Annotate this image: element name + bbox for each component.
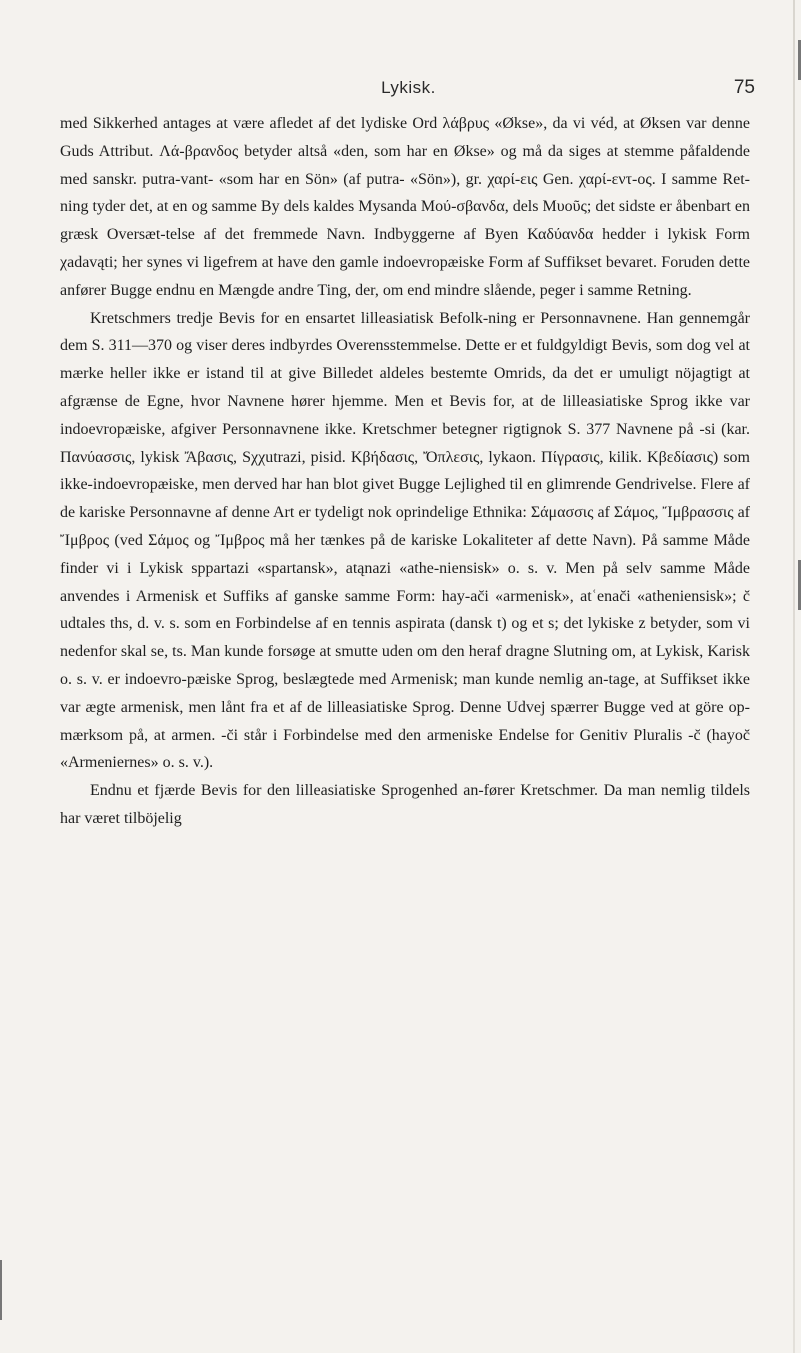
body-text	[60, 110, 750, 833]
page-edge	[793, 0, 795, 1353]
header-title: Lykisk.	[381, 78, 436, 97]
paragraph: Kretschmers tredje Bevis for en ensartet lilleasiatisk Befolk-ning er Personnavnene. Han gennemgår dem S. 311—370 og viser deres indbyrdes Overensstemmelse. Dette er et fuldgyldigt Bevis, som dog vel at mærke heller ikke er istand til at give Billedet aldeles bestemte Omrids, da det er umuligt nöjagtigt at afgrænse de Egne, hvor Navnene hører hjemme. Men et Bevis for, at de lilleasiatiske Sprog ikke var indoevropæiske, afgiver Personnavnene ikke. Kretschmer betegner rigtignok S. 377 Navnene på -si (kar. Πανύασσις, lykisk Ἄβασις, Sχχutrazi, pisid. Κβήδασις, Ὄπλεσις, lykaon. Πίγρασις, kilik. Κβεδίασις) som ikke-indoevropæiske, men derved har han blot givet Bugge Lejlighed til en glimrende Gendrivelse. Flere af de kariske Personnavne af denne Art er tydeligt nok oprindelige Ethnika: Σάμασσις af Σάμος, Ἴμβρασσις af Ἴμβρος (ved Σάμος og Ἴμβρος må her tænkes på de kariske Lokaliteter af dette Navn). På samme Måde finder vi i Lykisk sppartazi «spartansk», atąnazi «athe-niensisk» o. s. v. Men på selv samme Måde anvendes i Armenisk et Suffiks af ganske samme Form: hay-ac̆i «armenisk», atʿenac̆i «atheniensisk»; c̆ udtales ths, d. v. s. som en Forbindelse af en tennis aspirata (dansk t) og et s; det lykiske z betyder, som vi nedenfor skal se, ts. Man kunde forsøge at smutte uden om den herаf dragne Slutning om, at Lykisk, Karisk o. s. v. er indoevro-pæiske Sprog, beslægtede med Armenisk; man kunde nemlig an-tage, at Suffikset ikke var ægte armenisk, men lånt fra et af de lilleasiatiske Sprog. Denne Udvej spærrer Bugge ved at göre op-mærksom på, at armen. -c̆i står i Forbindelse med den armeniske Endelse for Genitiv Pluralis -c̆ (hayoc̆ «Armeniernes» o. s. v.).	[60, 309, 751, 772]
scan-edge-mark	[0, 1260, 2, 1320]
running-header	[62, 78, 755, 104]
page-number: 75	[733, 77, 755, 98]
paragraph: Endnu et fjærde Bevis for den lilleasiatiske Sprogenhed an-fører Kretschmer. Da man nemlig tildels har været tilböjelig	[60, 782, 750, 827]
paragraph: med Sikkerhed antages at være afledet af det lydiske Ord λάβρυς «Økse», da vi véd, at Øksen var denne Guds Attribut. Λά-βρανδος betyder altså «den, som har en Økse» og må da siges at stemme påfaldende med sanskr. putra-vant- «som har en Sön» (af putra- «Sön»), gr. χαρί-εις Gen. χαρί-εντ-ος. I samme Ret-ning tyder det, at en og samme By dels kaldes Mysanda Μού-σβανδα, dels Μυοῦς; det sidste er åbenbart en græsk Oversæt-telse af det fremmede Navn. Indbyggerne af Byen Καδύανδα hedder i lykisk Form χadavąti; her synes vi ligefrem at have den gamle indoevropæiske Form af Suffikset bevaret. Foruden dette anfører Bugge endnu en Mængde andre Ting, der, om end mindre slående, peger i samme Retning.	[60, 115, 750, 299]
